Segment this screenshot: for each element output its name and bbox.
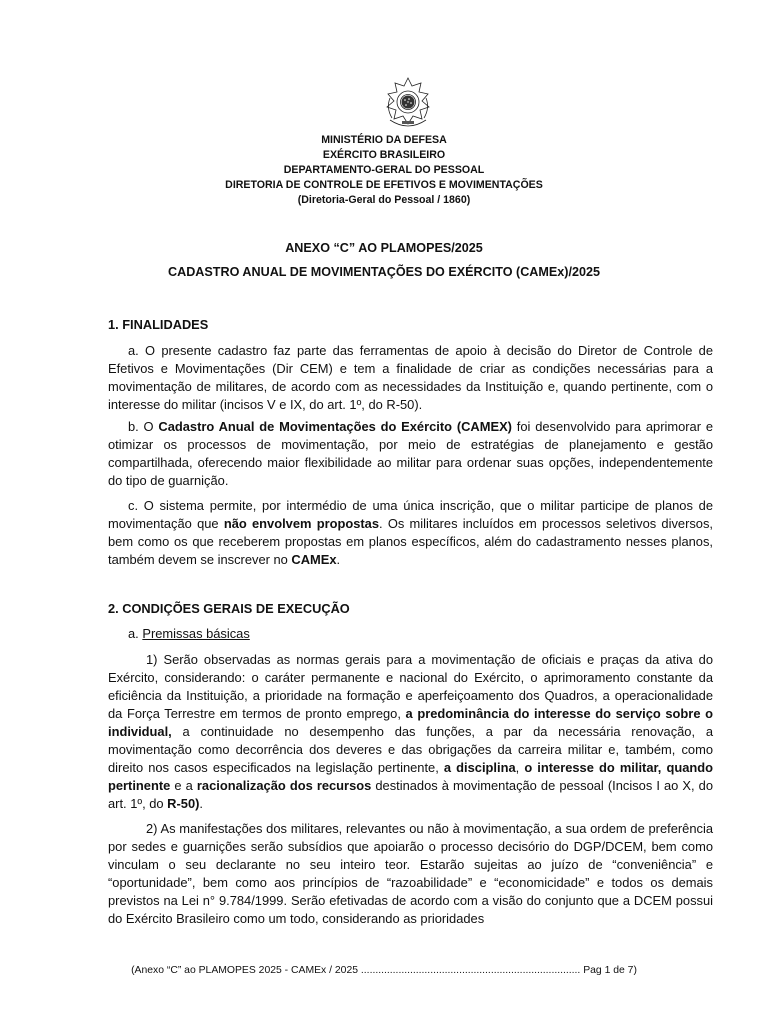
- coat-of-arms-emblem: [378, 74, 438, 134]
- section-2-heading: 2. CONDIÇÕES GERAIS DE EXECUÇÃO: [108, 601, 350, 616]
- premise-1-paragraph: 1) Serão observadas as normas gerais para a movimentação de oficiais e praças da ativa do Exército, considerando: o caráter permanente e nacional do Exército, o aprimoramento constante da eficiência da Instituição, a prioridade na formação e aperfeiçoamento dos Quadros, a operacionalidade da Força Terrestre em termos de pronto emprego, a predominância do interesse do serviço sobre o individual, a continuidade no desempenho das funções, a par da necessária renovação, a movimentação como decorrência dos deveres e das obrigações da carreira militar e, também, como direito nos casos especificados na legislação pertinente, a disciplina, o interesse do militar, quando pertinente e a racionalização dos recursos destinados à movimentação de pessoal (Incisos I ao X, do art. 1º, do R-50).: [108, 652, 714, 811]
- document-title: CADASTRO ANUAL DE MOVIMENTAÇÕES DO EXÉRCITO (CAMEx)/2025: [168, 265, 600, 279]
- section-1-paragraph-a: a. O presente cadastro faz parte das ferramentas de apoio à decisão do Diretor de Controle de Efetivos e Movimentações (Dir CEM) e tem a finalidade de criar as condições necessárias para a movimentação de militares, de acordo com as necessidades da Instituição e, quando pertinente, com o interesse do militar (incisos V e IX, do art. 1º, do R-50).: [108, 343, 713, 412]
- annex-title: ANEXO “C” AO PLAMOPES/2025: [285, 241, 483, 255]
- department-line: DEPARTAMENTO-GERAL DO PESSOAL: [283, 164, 485, 176]
- section-1-paragraph-c: c. O sistema permite, por intermédio de uma única inscrição, que o militar participe de planos de movimentação que não envolvem propostas. Os militares incluídos em processos seletivos diversos, bem como os que receberem propostas em planos específicos, além do cadastramento nesses planos, também devem se inscrever no CAMEx.: [108, 498, 713, 567]
- basic-premises-label: a. Premissas básicas: [128, 626, 250, 641]
- directorate-line: DIRETORIA DE CONTROLE DE EFETIVOS E MOVIMENTAÇÕES: [225, 179, 543, 191]
- premise-2-paragraph: 2) As manifestações dos militares, relevantes ou não à movimentação, a sua ordem de preferência por sedes e guarnições serão subsídios que apoiarão o processo decisório do DGP/DCEM, bem como vinculam o seu declarante no seu inteiro teor. Estarão sujeitas ao juízo de “conveniência” e “oportunidade”, bem como aos princípios de “razoabilidade” e “economicidade” e todos os demais previstos na Lei n° 9.784/1999. Serão efetivadas de acordo com a visão do conjunto que a DCEM possui do Exército Brasileiro como um todo, considerando as prioridades: [108, 821, 713, 926]
- letterhead: [0, 133, 768, 208]
- section-1-heading: 1. FINALIDADES: [108, 317, 209, 332]
- directorate-subline: (Diretoria-Geral do Pessoal / 1860): [297, 194, 471, 206]
- ministry-line: MINISTÉRIO DA DEFESA: [321, 134, 447, 146]
- page-footer: (Anexo “C” ao PLAMOPES 2025 - CAMEx / 2025 ............................................................................ Pag 1 de 7): [131, 965, 637, 976]
- section-1-paragraph-b: b. O Cadastro Anual de Movimentações do Exército (CAMEX) foi desenvolvido para aprimorar e otimizar os processos de movimentação, por meio de estratégias de planejamento e gestão compartilhada, oferecendo maior flexibilidade ao militar para ordenar suas opções, independentemente do tipo de guarnição.: [108, 419, 713, 488]
- army-line: EXÉRCITO BRASILEIRO: [322, 149, 446, 161]
